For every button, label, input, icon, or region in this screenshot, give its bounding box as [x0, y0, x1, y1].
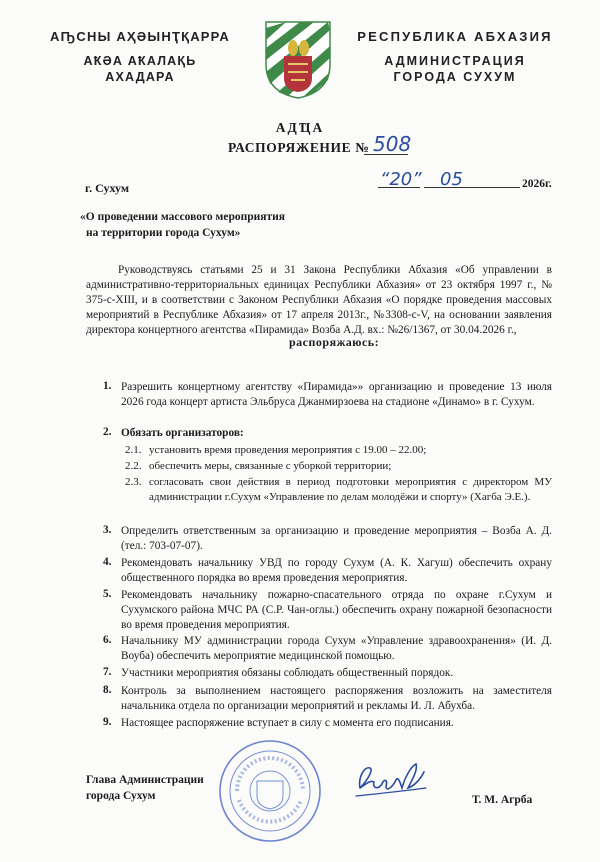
header-right-line2: АДМИНИСТРАЦИЯ	[384, 54, 526, 68]
header-right-line3: ГОРОДА СУХУМ	[393, 70, 517, 84]
header-left-line2: АҞӘА АҞАЛАҚЬ	[83, 54, 197, 68]
header-right-line1: РЕСПУБЛИКА АБХАЗИЯ	[357, 29, 553, 44]
date-month-underline	[424, 187, 520, 188]
coat-of-arms-emblem	[264, 20, 332, 100]
subitem-text: обеспечить меры, связанные с уборкой территории;	[149, 460, 392, 472]
item-text: Рекомендовать начальнику пожарно-спасательного отряда по охране г.Сухум и Сухумского района МЧС РА (С.Р. Чан-оглы.) обеспечить охрану пожарной безопасности во время проведения мероприятия.	[121, 589, 552, 631]
preamble: Руководствуясь статьями 25 и 31 Закона Республики Абхазия «Об управлении в административно-территориальных единицах Республики Абхазия» от 23 октября 1997 г., № 375-с-XIII, и в соответствии с Законом Республики Абхазия «О порядке проведения массовых мероприятий в Республике Абхазия» от 17 апреля 2013г., №3308-с-V, на основании заявления директора концертного агентства «Пирамида» Возба А.Д. вх.: №26/1367, от 30.04.2026 г.,	[86, 264, 552, 336]
item-number: 8.	[103, 684, 112, 696]
item-number: 4.	[103, 556, 112, 568]
title-order: РАСПОРЯЖЕНИЕ №	[228, 140, 370, 155]
item-text: Разрешить концертному агентству «Пирамида»» организацию и проведение 13 июля 2026 года концерт артиста Эльбруса Джанмирзоева на стадионе «Динамо» в г. Сухум.	[121, 381, 552, 408]
header-left-line1: АҦСНЫ АҲӘЫНҬҚАРРА	[49, 29, 230, 44]
subject-line1: «О проведении массового мероприятия	[80, 211, 285, 223]
date-day: “20”	[380, 169, 422, 190]
header-left-line3: АХАДАРА	[105, 70, 175, 84]
item-number: 2.	[103, 426, 112, 438]
item-text: Настоящее распоряжение вступает в силу с момента его подписания.	[121, 717, 454, 729]
item-text: Начальнику МУ администрации города Сухум «Управление здравоохранения» (И. Д. Воуба) обеспечить мероприятие медицинской помощью.	[121, 635, 552, 662]
subitem-number: 2.2.	[125, 460, 142, 472]
item-number: 7.	[103, 666, 112, 678]
item-text: Участники мероприятия обязаны соблюдать общественный порядок.	[121, 667, 454, 679]
signatory-position-line2: города Сухум	[86, 790, 156, 802]
city: г. Сухум	[85, 181, 130, 195]
subitem-text: установить время проведения мероприятия с 19.00 – 22.00;	[149, 444, 427, 456]
title-adcha: АДҴА	[275, 120, 325, 135]
date-day-underline	[378, 187, 420, 188]
item-number: 1.	[103, 380, 112, 392]
date-month: 05	[440, 169, 463, 190]
official-stamp	[217, 738, 323, 844]
signatory-position-line1: Глава Администрации	[86, 774, 204, 786]
subitem-text: согласовать свои действия в период подготовки мероприятия с директором МУ администрации г.Сухум «Управление по делам молодёжи и спорту» (Хагба Э.Е.).	[149, 476, 552, 503]
item-text: Контроль за выполнением настоящего распоряжения возложить на заместителя начальника отдела по организации мероприятий и рекламы И. Л. Абухба.	[121, 685, 552, 712]
order-number-underline	[364, 154, 408, 155]
signatory-name: Т. М. Агрба	[472, 794, 533, 806]
order-word: распоряжаюсь:	[289, 335, 380, 349]
subitem-number: 2.3.	[125, 476, 142, 488]
handwritten-signature	[352, 758, 432, 810]
item-number: 3.	[103, 524, 112, 536]
item-number: 6.	[103, 634, 112, 646]
subitem-number: 2.1.	[125, 444, 142, 456]
item-text: Определить ответственным за организацию и проведение мероприятия – Возба А. Д. (тел.: 703-07-07).	[121, 525, 552, 552]
order-number: 508	[373, 132, 412, 156]
date-year: 2026г.	[522, 178, 552, 190]
item-text: Рекомендовать начальнику УВД по городу Сухум (А. К. Хагуш) обеспечить охрану общественного порядка во время проведения мероприятия.	[121, 557, 552, 584]
subject-line2: на территории города Сухум»	[86, 227, 241, 239]
item-number: 5.	[103, 588, 112, 600]
item-number: 9.	[103, 716, 112, 728]
item-text: Обязать организаторов:	[121, 427, 244, 439]
